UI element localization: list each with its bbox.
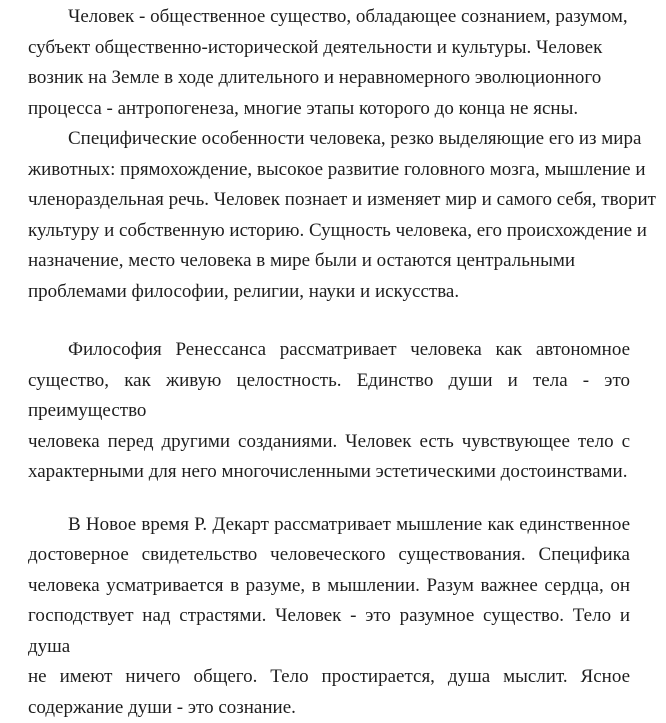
text-line: проблемами философии, религии, науки и искусства. xyxy=(28,277,630,308)
text-line: назначение, место человека в мире были и остаются центральными xyxy=(28,246,630,277)
text-line: человека перед другими созданиями. Человек есть чувствующее тело с xyxy=(28,427,630,458)
paragraph xyxy=(28,335,630,488)
text-line: Философия Ренессанса рассматривает человека как автономное xyxy=(28,335,630,366)
text-line: Человек - общественное существо, обладающее сознанием, разумом, xyxy=(28,2,630,33)
text-line: процесса - антропогенеза, многие этапы которого до конца не ясны. xyxy=(28,94,630,125)
paragraph xyxy=(28,124,630,307)
paragraph xyxy=(28,2,630,124)
text-line: культуру и собственную историю. Сущность человека, его происхождение и xyxy=(28,216,630,247)
document-text xyxy=(28,2,630,723)
paragraph xyxy=(28,510,630,723)
text-line: характерными для него многочисленными эстетическими достоинствами. xyxy=(28,457,630,488)
text-line: Специфические особенности человека, резко выделяющие его из мира xyxy=(28,124,630,155)
text-line: возник на Земле в ходе длительного и неравномерного эволюционного xyxy=(28,63,630,94)
text-line: не имеют ничего общего. Тело простирается, душа мыслит. Ясное xyxy=(28,662,630,693)
text-line: содержание души - это сознание. xyxy=(28,693,630,723)
text-line: субъект общественно-исторической деятельности и культуры. Человек xyxy=(28,33,630,64)
text-line: существо, как живую целостность. Единство души и тела - это преимущество xyxy=(28,366,630,427)
text-line: В Новое время Р. Декарт рассматривает мышление как единственное xyxy=(28,510,630,541)
text-line: человека усматривается в разуме, в мышлении. Разум важнее сердца, он xyxy=(28,571,630,602)
text-line: достоверное свидетельство человеческого существования. Специфика xyxy=(28,540,630,571)
text-line: господствует над страстями. Человек - это разумное существо. Тело и душа xyxy=(28,601,630,662)
text-line: членораздельная речь. Человек познает и изменяет мир и самого себя, творит xyxy=(28,185,630,216)
text-line: животных: прямохождение, высокое развитие головного мозга, мышление и xyxy=(28,155,630,186)
